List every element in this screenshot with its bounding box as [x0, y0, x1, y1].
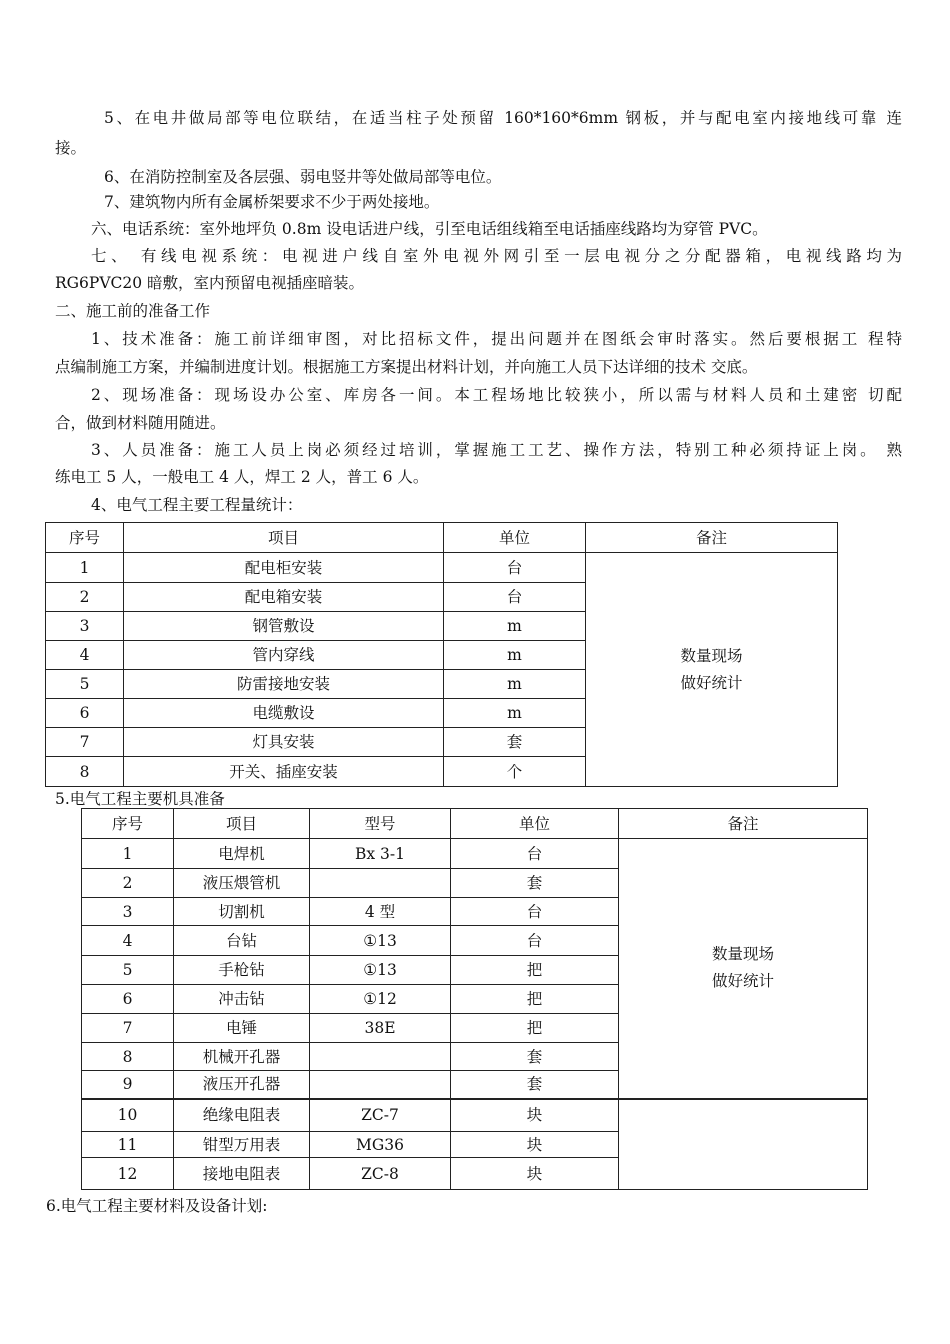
cell-item: 冲击钻: [174, 985, 310, 1014]
cell-item: 切割机: [174, 898, 310, 926]
cell-model: [310, 1071, 451, 1099]
tech-prep-line2: 点编制施工方案，并编制进度计划。根据施工方案提出材料计划，并向施工人员下达详细的技术 交底。: [55, 358, 758, 376]
tv-system-line1: 七、 有线电视系统：电视进户线自室外电视外网引至一层电视分之分配器箱，电视线路均为: [91, 247, 902, 265]
cell-unit: 套: [451, 1043, 619, 1071]
table-header-row: [46, 523, 838, 553]
cell-item: 电缆敷设: [124, 699, 444, 728]
cell-item: 配电柜安装: [124, 553, 444, 583]
header-cell: 单位: [451, 809, 619, 839]
cell-index: 3: [46, 612, 124, 641]
table-row: [82, 839, 868, 869]
phone-system-paragraph: 六、电话系统：室外地坪负 0.8m 设电话进户线，引至电话组线箱至电话插座线路均为穿管 PVC。: [91, 220, 768, 238]
remarks-line2: 做好统计: [711, 972, 774, 991]
cell-item: 液压开孔器: [174, 1071, 310, 1099]
cell-index: 5: [82, 956, 174, 985]
cell-unit: 个: [444, 757, 586, 787]
cell-index: 10: [82, 1099, 174, 1132]
cell-item: 机械开孔器: [174, 1043, 310, 1071]
cell-index: 8: [46, 757, 124, 787]
cell-index: 7: [46, 728, 124, 757]
equipment-table: [81, 808, 868, 1190]
cell-unit: 把: [451, 985, 619, 1014]
cell-model: ZC-7: [310, 1099, 451, 1132]
cell-unit: m: [444, 699, 586, 728]
remarks-line1: 数量现场: [711, 945, 774, 964]
site-prep-line1: 2、现场准备：现场设办公室、库房各一间。本工程场地比较狭小，所以需与材料人员和土建密 切配: [91, 386, 902, 404]
cell-unit: 套: [444, 728, 586, 757]
site-prep-line2: 合，做到材料随用随进。: [55, 414, 226, 432]
remarks-cell-empty: [619, 1099, 868, 1190]
cell-unit: m: [444, 670, 586, 699]
cell-index: 7: [82, 1014, 174, 1043]
cell-item: 配电箱安装: [124, 583, 444, 612]
cell-item: 绝缘电阻表: [174, 1099, 310, 1132]
cell-unit: 把: [451, 956, 619, 985]
cell-index: 3: [82, 898, 174, 926]
cell-index: 8: [82, 1043, 174, 1071]
table-row: [82, 1099, 868, 1132]
cell-index: 4: [46, 641, 124, 670]
cell-unit: 台: [444, 583, 586, 612]
cell-model: ①13: [310, 956, 451, 985]
cell-index: 5: [46, 670, 124, 699]
staff-prep-line1: 3、人员准备：施工人员上岗必须经过培训，掌握施工工艺、操作方法，特别工种必须持证上岗。 熟: [91, 441, 902, 459]
staff-prep-line2: 练电工 5 人，一般电工 4 人，焊工 2 人，普工 6 人。: [55, 468, 429, 486]
cell-item: 电焊机: [174, 839, 310, 869]
header-cell: 单位: [444, 523, 586, 553]
cell-model: 38E: [310, 1014, 451, 1043]
tech-prep-line1: 1、技术准备：施工前详细审图，对比招标文件，提出问题并在图纸会审时落实。然后要根据工 程特: [91, 330, 902, 348]
cell-unit: 套: [451, 1071, 619, 1099]
cell-unit: 把: [451, 1014, 619, 1043]
header-cell: 序号: [46, 523, 124, 553]
header-cell: 型号: [310, 809, 451, 839]
remarks-cell: [619, 839, 868, 1099]
cell-index: 12: [82, 1158, 174, 1190]
cell-item: 钢管敷设: [124, 612, 444, 641]
cell-index: 6: [82, 985, 174, 1014]
header-cell: 备注: [619, 809, 868, 839]
cell-model: ZC-8: [310, 1158, 451, 1190]
cell-index: 2: [46, 583, 124, 612]
cell-unit: 块: [451, 1132, 619, 1158]
cell-unit: m: [444, 612, 586, 641]
tv-system-line2: RG6PVC20 暗敷，室内预留电视插座暗装。: [55, 274, 365, 292]
header-cell: 项目: [174, 809, 310, 839]
cell-model: ①12: [310, 985, 451, 1014]
cell-item: 手枪钻: [174, 956, 310, 985]
cell-index: 11: [82, 1132, 174, 1158]
cell-unit: 台: [444, 553, 586, 583]
cell-item: 钳型万用表: [174, 1132, 310, 1158]
cell-model: [310, 869, 451, 898]
quantity-stats-heading: 4、电气工程主要工程量统计：: [91, 496, 303, 514]
cell-model: [310, 1043, 451, 1071]
paragraph-7: 7、建筑物内所有金属桥架要求不少于两处接地。: [104, 193, 440, 211]
paragraph-6: 6、在消防控制室及各层强、弱电竖井等处做局部等电位。: [104, 168, 502, 186]
paragraph-5-line1: 5、在电井做局部等电位联结，在适当柱子处预留 160*160*6mm 钢板，并与配电室内接地线可靠 连: [104, 109, 902, 127]
cell-item: 电锤: [174, 1014, 310, 1043]
paragraph-5-line2: 接。: [55, 139, 87, 157]
cell-unit: 台: [451, 839, 619, 869]
cell-model: MG36: [310, 1132, 451, 1158]
cell-unit: m: [444, 641, 586, 670]
quantity-table: [45, 522, 838, 787]
remarks-line1: 数量现场: [680, 646, 743, 665]
cell-item: 接地电阻表: [174, 1158, 310, 1190]
section-heading-2: 二、施工前的准备工作: [55, 302, 211, 320]
cell-unit: 台: [451, 926, 619, 956]
remarks-line2: 做好统计: [680, 673, 743, 692]
cell-model: 4 型: [310, 898, 451, 926]
cell-unit: 块: [451, 1099, 619, 1132]
cell-model: ①13: [310, 926, 451, 956]
cell-index: 2: [82, 869, 174, 898]
cell-unit: 块: [451, 1158, 619, 1190]
cell-item: 液压煨管机: [174, 869, 310, 898]
equipment-heading: 5.电气工程主要机具准备: [55, 790, 225, 808]
cell-item: 开关、插座安装: [124, 757, 444, 787]
cell-index: 1: [46, 553, 124, 583]
remarks-cell: [586, 553, 838, 787]
table-header-row: [82, 809, 868, 839]
cell-item: 防雷接地安装: [124, 670, 444, 699]
cell-item: 管内穿线: [124, 641, 444, 670]
materials-heading: 6.电气工程主要材料及设备计划:: [46, 1197, 268, 1215]
cell-index: 9: [82, 1071, 174, 1099]
cell-model: Bx 3-1: [310, 839, 451, 869]
cell-item: 台钻: [174, 926, 310, 956]
header-cell: 项目: [124, 523, 444, 553]
cell-unit: 套: [451, 869, 619, 898]
cell-index: 4: [82, 926, 174, 956]
header-cell: 备注: [586, 523, 838, 553]
cell-index: 6: [46, 699, 124, 728]
cell-item: 灯具安装: [124, 728, 444, 757]
table-row: [46, 553, 838, 583]
header-cell: 序号: [82, 809, 174, 839]
cell-unit: 台: [451, 898, 619, 926]
cell-index: 1: [82, 839, 174, 869]
